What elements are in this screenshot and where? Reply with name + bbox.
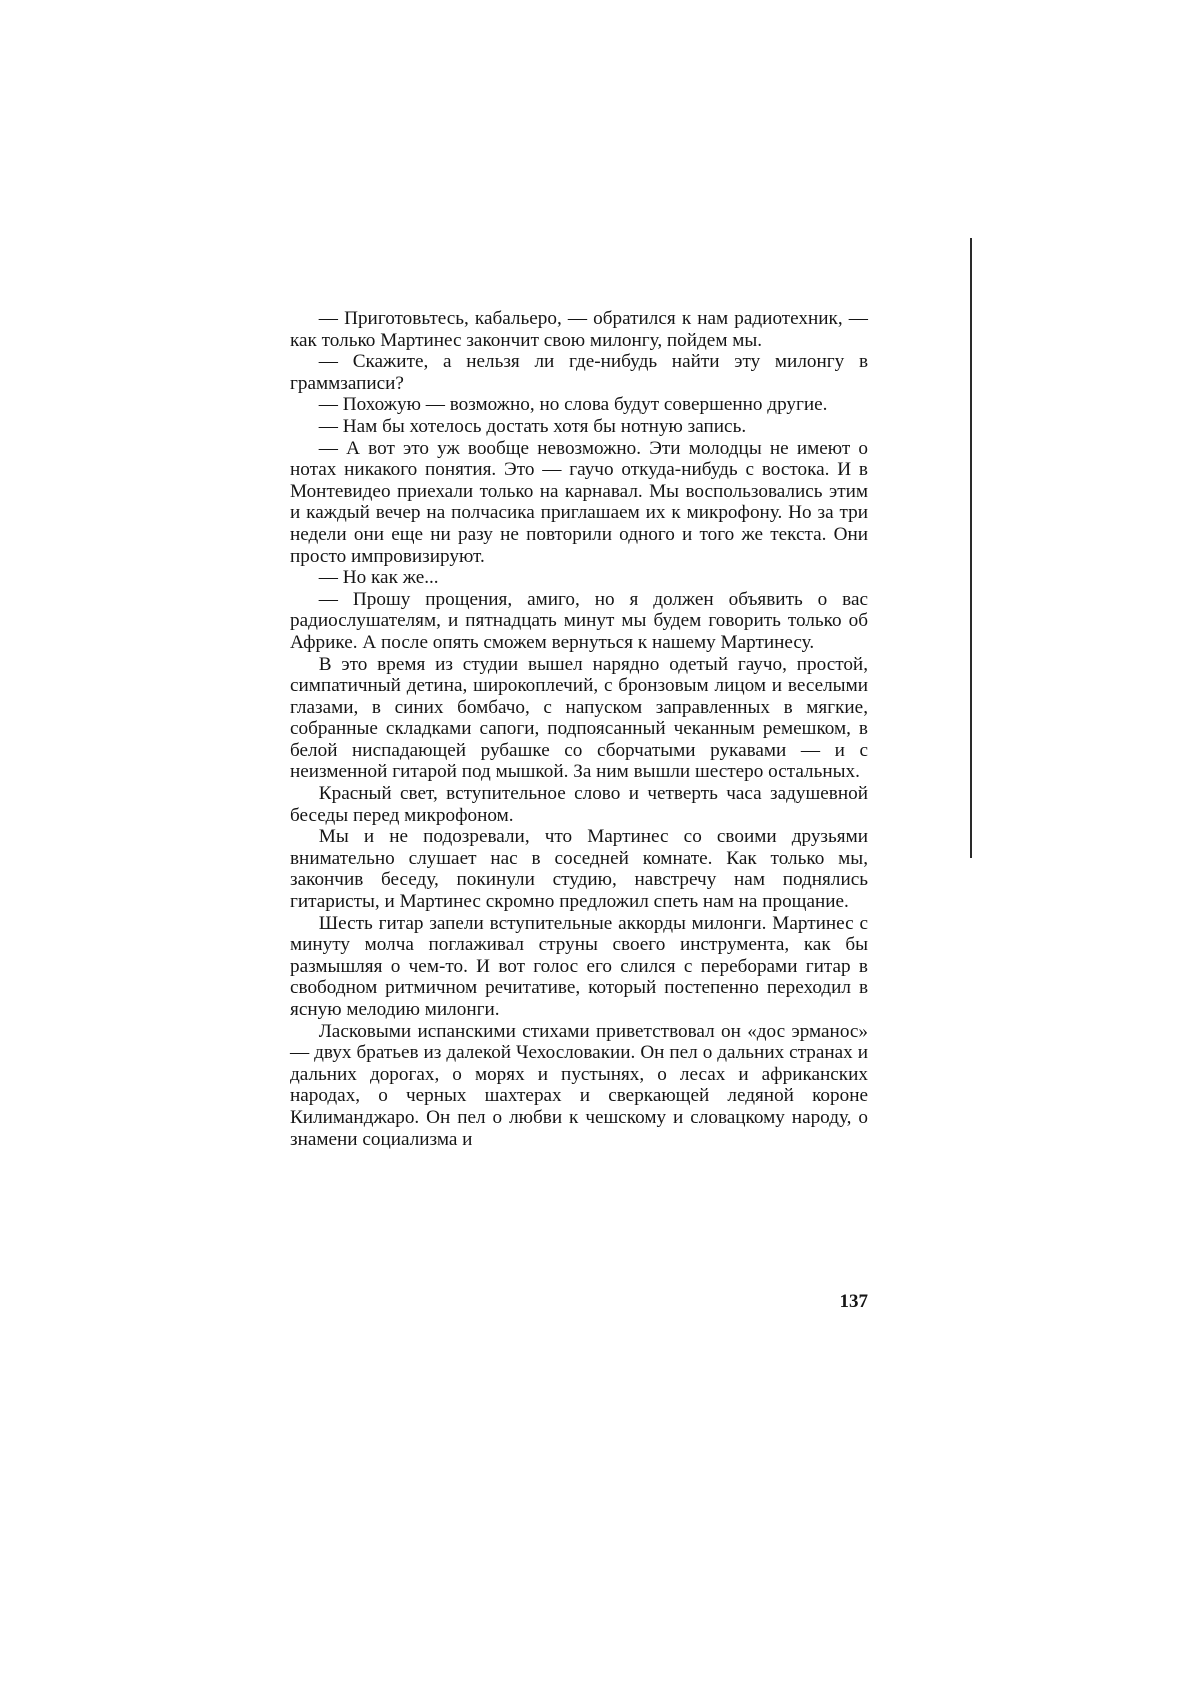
body-text [290, 308, 868, 1150]
paragraph: В это время из студии вышел нарядно одетый гаучо, простой, симпатичный детина, широкоплечий, с бронзовым лицом и веселыми глазами, в синих бомбачо, с напуском заправленных в мягкие, собранные складками сапоги, подпоясанный чеканным ремешком, в белой ниспадающей рубашке со сборчатыми рукавами — и с неизменной гитарой под мышкой. За ним вышли шестеро остальных. [290, 653, 868, 783]
paragraph: Ласковыми испанскими стихами приветствовал он «дос эрманос» — двух братьев из далекой Чехословакии. Он пел о дальних странах и дальних дорогах, о морях и пустынях, о лесах и африканских народах, о черных шахтерах и сверкающей ледяной короне Килиманджаро. Он пел о любви к чешскому и словацкому народу, о знамени социализма и [290, 1020, 868, 1150]
paragraph: Шесть гитар запели вступительные аккорды милонги. Мартинес с минуту молча поглаживал струны своего инструмента, как бы размышляя о чем-то. И вот голос его слился с переборами гитар в свободном ритмичном речитативе, который постепенно переходил в ясную мелодию милонги. [290, 912, 868, 1020]
paragraph: — Прошу прощения, амиго, но я должен объявить о вас радиослушателям, и пятнадцать минут мы будем говорить только об Африке. А после опять сможем вернуться к нашему Мартинесу. [290, 588, 868, 653]
paragraph: — А вот это уж вообще невозможно. Эти молодцы не имеют о нотах никакого понятия. Это — гаучо откуда-нибудь с востока. И в Монтевидео приехали только на карнавал. Мы воспользовались этим и каждый вечер на полчасика приглашаем их к микрофону. Но за три недели они еще ни разу не повторили одного и того же текста. Они просто импровизируют. [290, 437, 868, 567]
paragraph: — Скажите, а нельзя ли где-нибудь найти эту милонгу в граммзаписи? [290, 351, 868, 394]
page-number: 137 [839, 1291, 868, 1312]
paragraph: — Приготовьтесь, кабальеро, — обратился к нам радиотехник, — как только Мартинес закончит свою милонгу, пойдем мы. [290, 308, 868, 351]
page-edge-line [970, 238, 972, 858]
paragraph: Мы и не подозревали, что Мартинес со своими друзьями внимательно слушает нас в соседней комнате. Как только мы, закончив беседу, покинули студию, навстречу нам поднялись гитаристы, и Мартинес скромно предложил спеть нам на прощание. [290, 826, 868, 913]
paragraph: — Похожую — возможно, но слова будут совершенно другие. [318, 394, 828, 416]
paragraph: — Нам бы хотелось достать хотя бы нотную запись. [318, 415, 747, 437]
paragraph: Красный свет, вступительное слово и четверть часа задушевной беседы перед микрофоном. [290, 783, 868, 826]
paragraph: — Но как же... [318, 567, 439, 589]
